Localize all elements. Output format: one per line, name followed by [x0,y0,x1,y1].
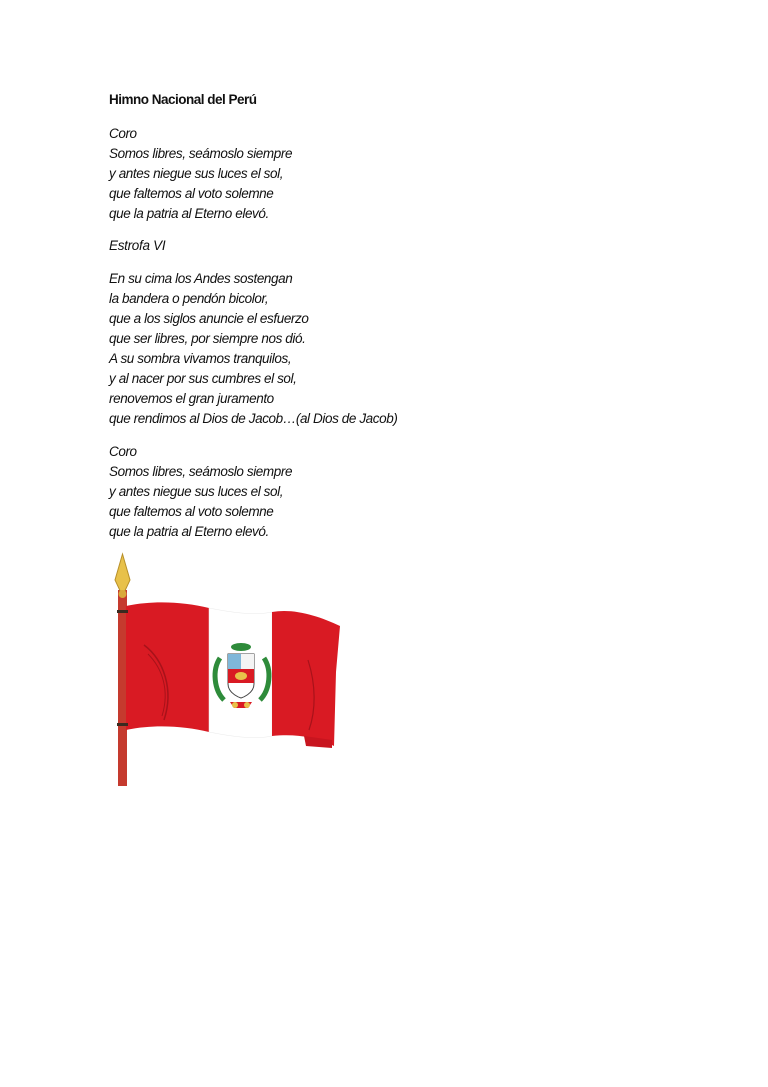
spear-tip [115,554,130,596]
coro-1 [109,124,292,224]
estrofa-line: renovemos el gran juramento [109,391,274,406]
coro-1-line: Somos libres, seámoslo siempre [109,146,293,161]
coro-2-line: que la patria al Eterno elevó. [109,524,269,539]
coro-2-line: y antes niegue sus luces el sol, [109,484,284,499]
estrofa-line: que ser libres, por siempre nos dió. [109,331,306,346]
estrofa-line: que a los siglos anuncie el esfuerzo [109,311,309,326]
estrofa-line: y al nacer por sus cumbres el sol, [109,371,297,386]
coro-2-line: Somos libres, seámoslo siempre [109,464,293,479]
flag-pole [118,590,127,786]
coro-1-line: que faltemos al voto solemne [109,186,274,201]
pole-tie [117,723,128,726]
flag-red-band-right [272,611,340,746]
estrofa-line: que rendimos al Dios de Jacob…(al Dios de Jacob) [109,411,398,426]
peru-flag-image [104,550,354,790]
coro-2-heading: Coro [109,444,137,459]
spear-ring [119,590,127,598]
pole-tie [117,610,128,613]
estrofa-line: la bandera o pendón bicolor, [109,291,269,306]
coro-2 [109,442,292,542]
coro-2-line: que faltemos al voto solemne [109,504,274,519]
document-title: Himno Nacional del Perú [109,92,257,107]
estrofa-line: En su cima los Andes sostengan [109,271,293,286]
estrofa-vi [109,269,397,429]
estrofa-line: A su sombra vivamos tranquilos, [109,351,292,366]
coro-1-line: que la patria al Eterno elevó. [109,206,269,221]
coro-1-heading: Coro [109,126,137,141]
coro-1-line: y antes niegue sus luces el sol, [109,166,284,181]
flag-red-band-left [126,602,209,732]
estrofa-heading: Estrofa VI [109,238,166,253]
